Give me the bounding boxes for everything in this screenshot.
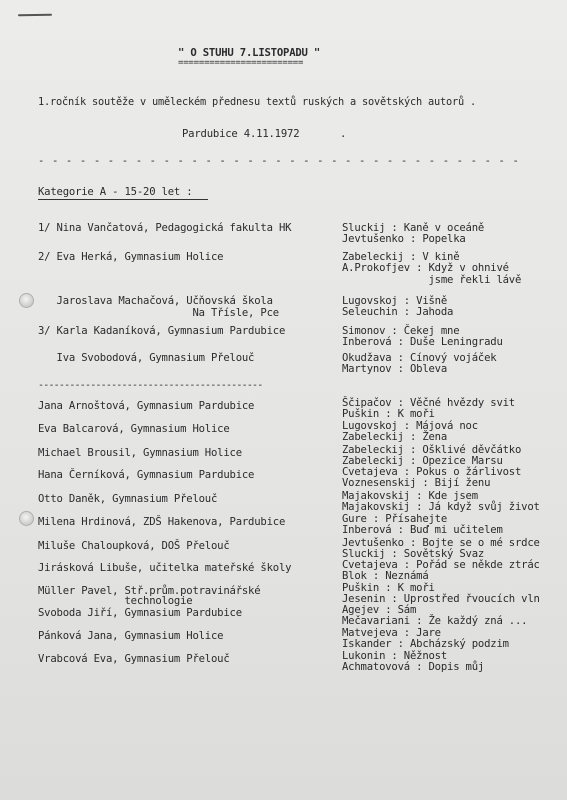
participant-recitation: Puškin : K moři <box>342 408 435 421</box>
winner-recitation: Simonov : Čekej mne <box>342 325 460 337</box>
participant-recitation: Voznesenskij : Bijí ženu <box>342 477 491 490</box>
dash-divider: - - - - - - - - - - - - - - - - - - - - - - - - - - - - - - - - - - - <box>38 155 520 167</box>
document-title: " O STUHU 7.LISTOPADU " <box>178 47 321 59</box>
participant-recitation: Iskander : Abcházský podzim <box>342 638 509 651</box>
participant-entry: Otto Daněk, Gymnasium Přelouč <box>38 493 218 505</box>
participant-recitation: Zabeleckij : Ošklivé děvčátko <box>342 444 522 456</box>
winner-recitation: Sluckij : Kaně v oceáně <box>342 222 485 234</box>
participant-entry: Jirásková Libuše, učitelka mateřské školy <box>38 562 292 574</box>
pen-mark <box>18 14 52 17</box>
participant-entry-school: technologie <box>38 595 193 607</box>
winner-recitation: jsme řekli lávě <box>342 273 522 286</box>
winner-recitation: Lugovskoj : Višně <box>342 295 448 307</box>
section-separator: ------------------------------------------- <box>38 380 263 391</box>
place-date: Pardubice 4.11.1972 <box>182 128 300 140</box>
participant-recitation: Ščipačov : Věčné hvězdy svit <box>342 397 515 409</box>
participant-entry: Svoboda Jiří, Gymnasium Pardubice <box>38 607 242 619</box>
participant-recitation: Matvejeva : Jare <box>342 627 441 639</box>
participant-entry: Vrabcová Eva, Gymnasium Přelouč <box>38 653 230 665</box>
participant-recitation: Jevtušenko : Bojte se o mé srdce <box>342 537 540 549</box>
participant-recitation: Agejev : Sám <box>342 604 417 616</box>
participant-recitation: Zabeleckij : Žena <box>342 431 448 444</box>
participant-recitation: Majakovskij : Kde jsem <box>342 490 478 502</box>
participant-recitation: Cvetajeva : Pokus o žárlivost <box>342 466 522 478</box>
winner-recitation: Martynov : Obleva <box>342 363 448 376</box>
winner-entry: Jaroslava Machačová, Učňovská škola <box>38 295 273 307</box>
participant-entry: Müller Pavel, Stř.prům.potravinářské <box>38 585 261 597</box>
participant-recitation: Blok : Neznámá <box>342 570 429 583</box>
place-date-dot: . <box>340 128 347 140</box>
category-underline <box>38 199 208 200</box>
participant-entry: Hana Černíková, Gymnasium Pardubice <box>38 469 255 481</box>
winner-entry: 2/ Eva Herká, Gymnasium Holice <box>38 251 224 263</box>
participant-recitation: Cvetajeva : Pořád se někde ztrác <box>342 559 540 571</box>
punch-hole-top <box>19 293 34 308</box>
participant-entry: Milena Hrdinová, ZDŠ Hakenova, Pardubice <box>38 516 286 528</box>
participant-recitation: Gure : Přísahejte <box>342 513 448 525</box>
punch-hole-bottom <box>19 511 34 526</box>
winner-entry: 1/ Nina Vančatová, Pedagogická fakulta HK <box>38 222 292 234</box>
winner-entry: Iva Svobodová, Gymnasium Přelouč <box>38 352 255 364</box>
title-underline: ======================== <box>178 58 304 68</box>
document-subtitle: 1.ročník soutěže v uměleckém přednesu textů ruských a sovětských autorů . <box>38 96 476 108</box>
participant-entry: Eva Balcarová, Gymnasium Holice <box>38 423 230 435</box>
category-heading: Kategorie A - 15-20 let : <box>38 186 193 198</box>
winner-recitation: Jevtušenko : Popelka <box>342 233 466 246</box>
participant-recitation: Achmatovová : Dopis můj <box>342 661 485 674</box>
winner-recitation: Zabeleckij : V kině <box>342 251 460 263</box>
participant-recitation: Mečavariani : Že každý zná ... <box>342 615 528 628</box>
winner-entry-school: Na Třísle, Pce <box>38 307 279 319</box>
participant-recitation: Inberová : Buď mi učitelem <box>342 524 503 537</box>
winner-recitation: A.Prokofjev : Když v ohnivé <box>342 262 509 275</box>
winner-entry: 3/ Karla Kadaníková, Gymnasium Pardubice <box>38 325 286 337</box>
winner-recitation: Seleuchin : Jahoda <box>342 306 454 319</box>
participant-entry: Miluše Chaloupková, DOŠ Přelouč <box>38 540 230 552</box>
participant-entry: Michael Brousil, Gymnasium Holice <box>38 447 242 459</box>
participant-recitation: Lugovskoj : Májová noc <box>342 420 478 432</box>
participant-recitation: Puškin : K moři <box>342 582 435 594</box>
participant-recitation: Zabeleckij : Opezice Marsu <box>342 455 503 468</box>
winner-recitation: Inberová : Duše Leningradu <box>342 336 503 349</box>
participant-recitation: Jesenin : Uprostřed řvoucích vln <box>342 593 540 606</box>
participant-recitation: Lukonin : Něžnost <box>342 650 448 662</box>
participant-entry: Jana Arnoštová, Gymnasium Pardubice <box>38 400 255 412</box>
winner-recitation: Okudžava : Cínový vojáček <box>342 352 497 364</box>
participant-recitation: Sluckij : Sovětský Svaz <box>342 548 485 561</box>
participant-recitation: Majakovskij : Já když svůj život <box>342 501 540 514</box>
participant-entry: Pánková Jana, Gymnasium Holice <box>38 630 224 642</box>
